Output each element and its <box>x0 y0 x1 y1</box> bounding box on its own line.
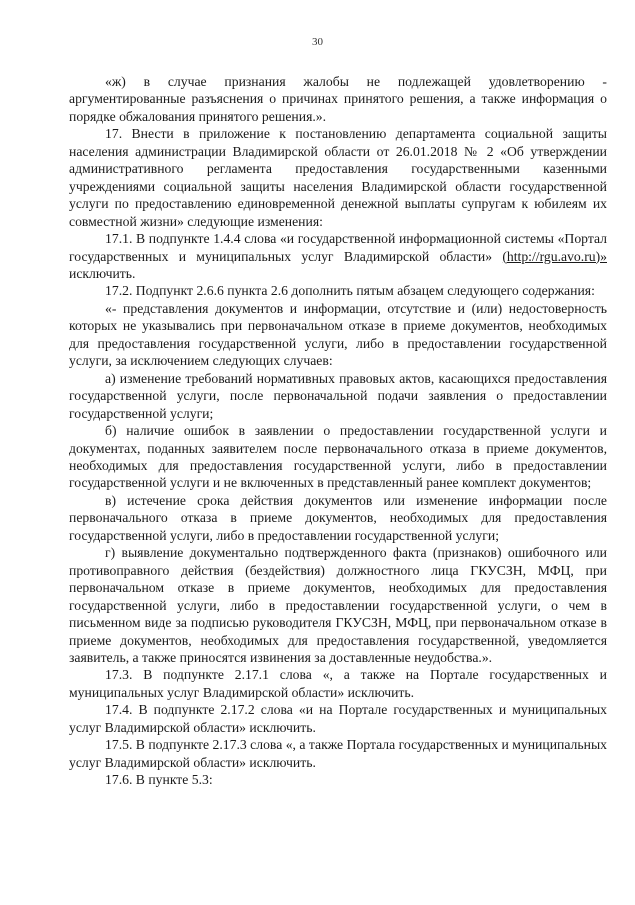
paragraph: 17.3. В подпункте 2.17.1 слова «, а также на Портале государственных и муниципальных услуг Владимирской области» исключить. <box>69 667 607 700</box>
paragraph: 17. Внести в приложение к постановлению департамента социальной защиты населения администрации Владимирской области от 26.01.2018 № 2 «Об утверждении административного регламента предоставления государственными казенными учреждениями социальной защиты населения Владимирской области государственной услуги по предоставлению единовременной денежной выплаты супругам к юбилеям их совместной жизни» следующие изменения: <box>69 126 607 229</box>
page-number: 30 <box>312 36 323 48</box>
paragraph: «- представления документов и информации, отсутствие и (или) недостоверность которых не указывались при первоначальном отказе в приеме документов, необходимых для предоставления государственной услуги, либо в предоставлении государственной услуги, за исключением следующих случаев: <box>69 300 607 369</box>
paragraph: 17.1. В подпункте 1.4.4 слова «и государственной информационной системы «Портал государственных и муниципальных услуг Владимирской области» (http://rgu.avo.ru)» исключить. <box>69 231 607 281</box>
paragraph: а) изменение требований нормативных правовых актов, касающихся предоставления государственной услуги, после первоначальной подачи заявления о предоставлении государственной услуги; <box>69 370 607 421</box>
paragraph: 17.6. В пункте 5.3: <box>105 772 213 788</box>
paragraph: б) наличие ошибок в заявлении о предоставлении государственной услуги и документах, поданных заявителем после первоначального отказа в приеме документов, необходимых для предоставления государственной услуги, либо в предоставлении государственной услуги и не включенных в представленный ранее комплект документов; <box>69 423 607 491</box>
paragraph: в) истечение срока действия документов или изменение информации после первоначального отказа в приеме документов, необходимых для предоставления государственной услуги, либо в предоставлении государственной услуги; <box>69 492 607 543</box>
document-body <box>69 73 607 789</box>
paragraph: 17.4. В подпункте 2.17.2 слова «и на Портале государственных и муниципальных услуг Владимирской области» исключить. <box>69 702 607 735</box>
paragraph: «ж) в случае признания жалобы не подлежащей удовлетворению - аргументированные разъяснения о причинах принятого решения, а также информация о порядке обжалования принятого решения.». <box>69 74 607 124</box>
paragraph: 17.5. В подпункте 2.17.3 слова «, а также Портала государственных и муниципальных услуг Владимирской области» исключить. <box>69 737 607 770</box>
paragraph: 17.2. Подпункт 2.6.6 пункта 2.6 дополнить пятым абзацем следующего содержания: <box>105 283 595 299</box>
paragraph: г) выявление документально подтвержденного факта (признаков) ошибочного или противоправного действия (бездействия) должностного лица ГКУСЗН, МФЦ, при первоначальном отказе в приеме документов, необходимых для предоставления государственной услуги, либо в предоставлении государственной услуги, о чем в письменном виде за подписью руководителя ГКУСЗН, МФЦ, при первоначальном отказе в приеме документов, необходимых для предоставления государственной, уведомляется заявитель, а также приносятся извинения за доставленные неудобства.». <box>69 545 607 665</box>
url-link[interactable]: (http://rgu.avo.ru)» <box>502 248 607 264</box>
